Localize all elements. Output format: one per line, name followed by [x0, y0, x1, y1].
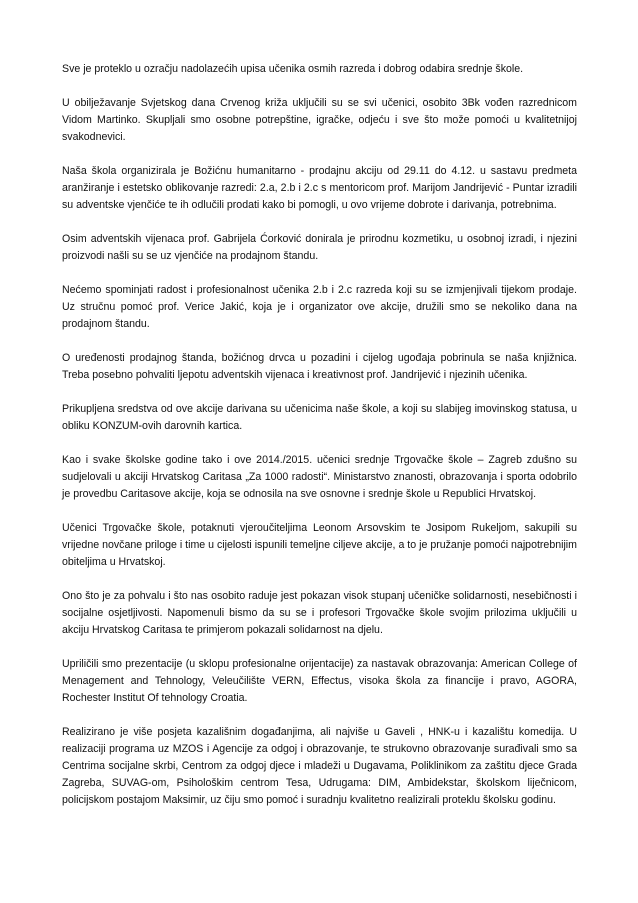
- document-body: [62, 61, 577, 826]
- paragraph-caritas-action: Kao i svake školske godine tako i ove 2014./2015. učenici srednje Trgovačke škole – Zagreb zdušno su sudjelovali u akciji Hrvatskog Caritasa „Za 1000 radosti“. Ministarstvo znanosti, obrazovanja i sporta odobrilo je provedbu Caritasove akcije, koja se odnosila na sve osnovne i srednje škole u Republici Hrvatskoj.: [62, 454, 577, 500]
- paragraph-presentations: Upriličili smo prezentacije (u sklopu profesionalne orijentacije) za nastavak obrazovanja: American College of Menagement and Tehnology, Veleučilište VERN, Effectus, visoka škola za financije i pravo, AGORA, Rochester Institut Of tehnology Croatia.: [62, 658, 577, 704]
- paragraph-sales-stand: Nećemo spominjati radost i profesionalnost učenika 2.b i 2.c razreda koji su se izmjenjivali tijekom prodaje. Uz stručnu pomoć prof. Verice Jakić, koja je i organizator ove akcije, družili smo se nekoliko dana na prodajnom štandu.: [62, 284, 577, 330]
- paragraph-red-cross: U obilježavanje Svjetskog dana Crvenog križa uključili su se svi učenici, osobito 3Bk vođen razrednicom Vidom Martinko. Skupljali smo osobne potrepštine, igračke, odjeću i sve što može pomoći u kvalitetnijoj svakodnevici.: [62, 97, 577, 143]
- paragraph-advent-wreaths: Osim adventskih vijenaca prof. Gabrijela Ćorković donirala je prirodnu kozmetiku, u osobnoj izradi, i njezini proizvodi našli su se uz vjenčiće na prodajnom štandu.: [62, 233, 577, 262]
- paragraph-stand-decoration: O uređenosti prodajnog štanda, božićnog drvca u pozadini i cijelog ugođaja pobrinula se naša knjižnica. Treba posebno pohvaliti ljepotu adventskih vijenaca i kreativnost prof. Jandrijević i njezinih učenika.: [62, 352, 577, 381]
- paragraph-intro: Sve je proteklo u ozračju nadolazećih upisa učenika osmih razreda i dobrog odabira srednje škole.: [62, 63, 524, 75]
- paragraph-collected-funds: Prikupljena sredstva od ove akcije darivana su učenicima naše škole, a koji su slabijeg imovinskog statusa, u obliku KONZUM-ovih darovnih kartica.: [62, 403, 577, 432]
- paragraph-cooperation: Realizirano je više posjeta kazališnim događanjima, ali najviše u Gaveli , HNK-u i kazalištu komedija. U realizaciji programa uz MZOS i Agencije za odgoj i obrazovanje, te strukovno obrazovanje surađivali smo sa Centrima socijalne skrbi, Centrom za odgoj djece i mladeži u Dugavama, Poliklinikom za zaštitu djece Grada Zagreba, SUVAG-om, Psihološkim centrom Tesa, Udrugama: DIM, Ambidekstar, školskom liječnicom, policijskom postajom Maksimir, uz čiju smo pomoć i suradnju kvalitetno realizirali proteklu školsku godinu.: [62, 726, 577, 806]
- paragraph-solidarity: Ono što je za pohvalu i što nas osobito raduje jest pokazan visok stupanj učeničke solidarnosti, nesebičnosti i socijalne osjetljivosti. Napomenuli bismo da su se i profesori Trgovačke škole svojim prilozima uključili u akciju Hrvatskog Caritasa te primjerom pokazali solidarnost na djelu.: [62, 590, 577, 636]
- paragraph-students-donations: Učenici Trgovačke škole, potaknuti vjeroučiteljima Leonom Arsovskim te Josipom Rukeljom, sakupili su vrijedne novčane priloge i time u cijelosti ispunili temeljne ciljeve akcije, a to je pružanje pomoći najpotrebnijim obiteljima u Hrvatskoj.: [62, 522, 577, 568]
- paragraph-christmas-action: Naša škola organizirala je Božićnu humanitarno - prodajnu akciju od 29.11 do 4.12. u sastavu predmeta aranžiranje i estetsko oblikovanje razredi: 2.a, 2.b i 2.c s mentoricom prof. Marijom Jandrijević - Puntar izradili su adventske vjenčiće te ih odlučili prodati kako bi pomogli, u ovo vrijeme dobrote i darivanja, potrebnima.: [62, 165, 577, 211]
